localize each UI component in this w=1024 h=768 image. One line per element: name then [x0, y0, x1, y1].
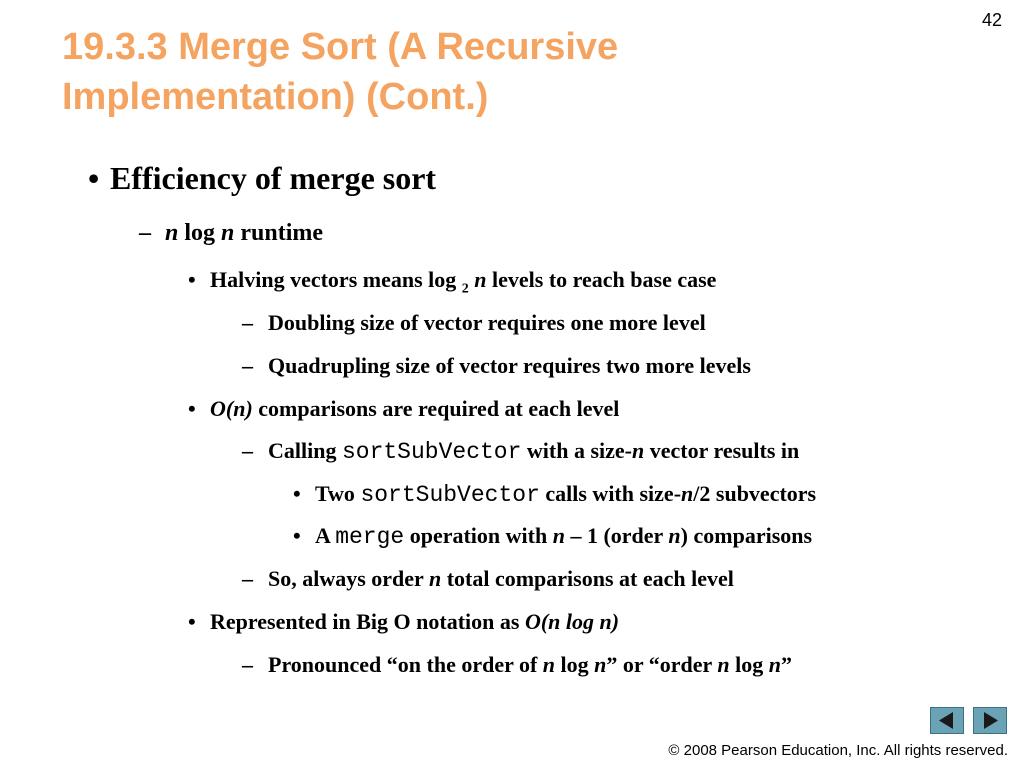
dash-marker: –: [242, 652, 253, 677]
bullet-always-order: – So, always order n total comparisons at each level: [242, 566, 734, 591]
bullet-doubling: – Doubling size of vector requires one more level: [242, 310, 706, 335]
bullet-on-comparisons: • O(n) comparisons are required at each level: [188, 396, 620, 421]
triangle-right-icon: [974, 708, 1006, 733]
dash-marker: –: [242, 438, 253, 463]
title-line-2: Implementation) (Cont.): [62, 76, 489, 118]
bullet-marker: •: [293, 481, 301, 506]
code-sortsubvector: sortSubVector: [360, 482, 540, 508]
triangle-left-icon: [931, 708, 963, 733]
slide-number: 42: [981, 10, 1002, 30]
bullet-marker: •: [188, 267, 196, 292]
dash-marker: –: [242, 310, 253, 335]
bullet-halving: • Halving vectors means log $_2$ n levels to reach base case: [188, 267, 717, 297]
bullet-calling: – Calling sortSubVector with a size-n vector results in: [242, 438, 800, 465]
code-sortsubvector: sortSubVector: [341, 439, 522, 465]
dash-marker: –: [242, 353, 253, 378]
bullet-runtime: – n log n runtime: [139, 220, 324, 246]
next-slide-button[interactable]: [973, 707, 1007, 734]
bullet-merge-operation: • A merge operation with n – 1 (order n) comparisons: [293, 523, 813, 550]
code-merge: merge: [335, 524, 405, 550]
bullet-efficiency: • Efficiency of merge sort: [88, 160, 437, 196]
slide-title: [62, 22, 922, 122]
bullet-marker: •: [293, 523, 301, 548]
bullet-marker: •: [88, 160, 100, 196]
dash-marker: –: [242, 566, 253, 591]
bullet-two-calls: • Two sortSubVector calls with size-n/2 subvectors: [293, 481, 817, 508]
dash-marker: –: [139, 220, 151, 246]
bullet-marker: •: [188, 396, 196, 421]
bullet-big-o: • Represented in Big O notation as O(n log n): [188, 609, 620, 634]
title-line-1: 19.3.3 Merge Sort (A Recursive: [62, 26, 619, 68]
previous-slide-button[interactable]: [930, 707, 964, 734]
bullet-pronounced: – Pronounced “on the order of n log n” or “order n log n”: [242, 652, 793, 677]
copyright-footer: © 2008 Pearson Education, Inc. All rights reserved.: [668, 742, 1008, 759]
bullet-marker: •: [188, 609, 196, 634]
bullet-quadrupling: – Quadrupling size of vector requires two more levels: [242, 353, 751, 378]
